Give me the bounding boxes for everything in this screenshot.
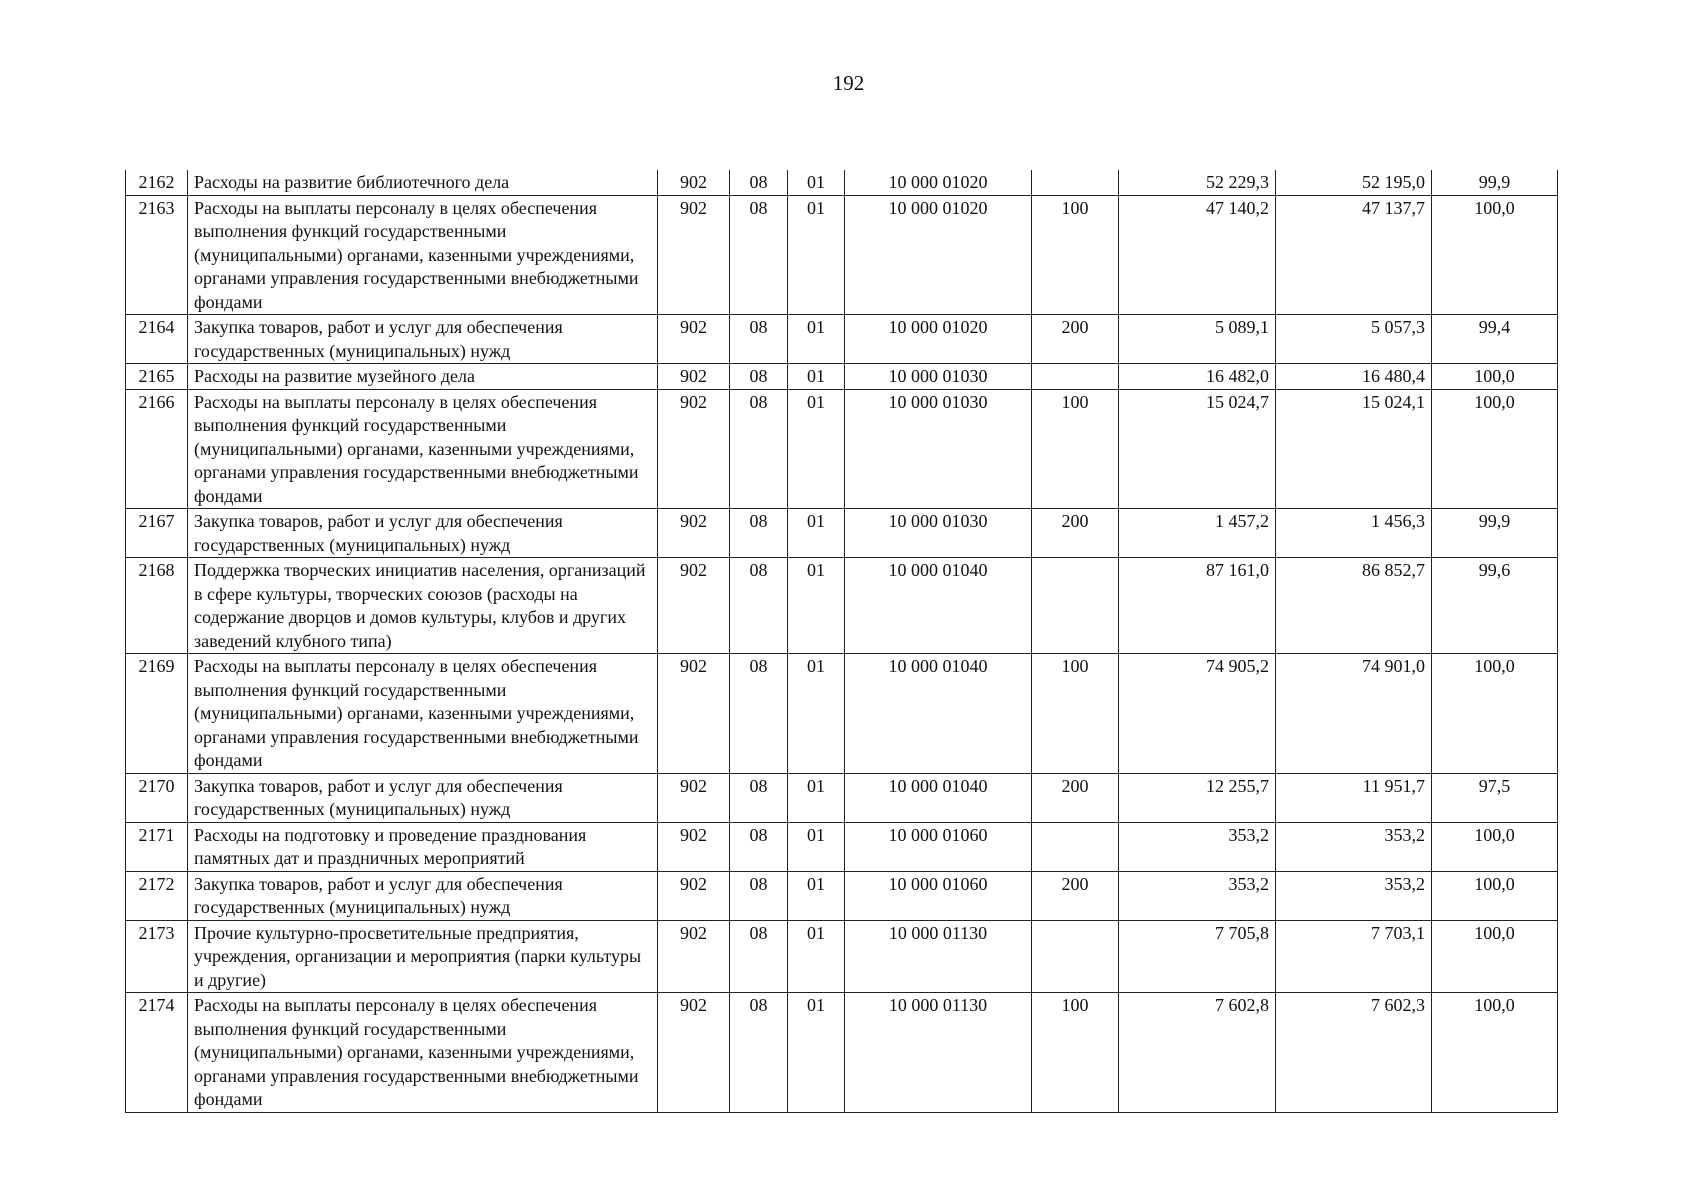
target-article-code: 10 000 01030 bbox=[845, 509, 1032, 558]
section-code: 08 bbox=[730, 315, 788, 364]
row-number: 2168 bbox=[126, 558, 188, 654]
planned-amount: 353,2 bbox=[1119, 822, 1276, 871]
grbs-code: 902 bbox=[658, 364, 730, 390]
target-article-code: 10 000 01040 bbox=[845, 558, 1032, 654]
expense-name: Расходы на выплаты персоналу в целях обеспечения выполнения функций государственными (муниципальными) органами, казенными учреждениями, органами управления государственными внебюджетными фондами bbox=[188, 993, 658, 1113]
expense-name: Закупка товаров, работ и услуг для обеспечения государственных (муниципальных) нужд bbox=[188, 871, 658, 920]
expense-name: Поддержка творческих инициатив населения, организаций в сфере культуры, творческих союзов (расходы на содержание дворцов и домов культуры, клубов и других заведений клубного типа) bbox=[188, 558, 658, 654]
section-code: 08 bbox=[730, 195, 788, 315]
actual-amount: 47 137,7 bbox=[1276, 195, 1432, 315]
row-number: 2162 bbox=[126, 170, 188, 195]
budget-table bbox=[125, 170, 1558, 1113]
expense-type-code: 100 bbox=[1032, 389, 1119, 509]
target-article-code: 10 000 01040 bbox=[845, 654, 1032, 774]
table-row bbox=[126, 195, 1558, 315]
execution-percent: 100,0 bbox=[1432, 822, 1558, 871]
expense-name: Закупка товаров, работ и услуг для обеспечения государственных (муниципальных) нужд bbox=[188, 773, 658, 822]
target-article-code: 10 000 01020 bbox=[845, 195, 1032, 315]
row-number: 2164 bbox=[126, 315, 188, 364]
execution-percent: 97,5 bbox=[1432, 773, 1558, 822]
planned-amount: 12 255,7 bbox=[1119, 773, 1276, 822]
expense-type-code: 100 bbox=[1032, 654, 1119, 774]
table-row bbox=[126, 773, 1558, 822]
expense-type-code: 100 bbox=[1032, 993, 1119, 1113]
grbs-code: 902 bbox=[658, 170, 730, 195]
section-code: 08 bbox=[730, 389, 788, 509]
table-row bbox=[126, 993, 1558, 1113]
actual-amount: 74 901,0 bbox=[1276, 654, 1432, 774]
actual-amount: 86 852,7 bbox=[1276, 558, 1432, 654]
subsection-code: 01 bbox=[788, 822, 845, 871]
execution-percent: 100,0 bbox=[1432, 871, 1558, 920]
expense-name: Расходы на выплаты персоналу в целях обеспечения выполнения функций государственными (муниципальными) органами, казенными учреждениями, органами управления государственными внебюджетными фондами bbox=[188, 389, 658, 509]
planned-amount: 52 229,3 bbox=[1119, 170, 1276, 195]
target-article-code: 10 000 01060 bbox=[845, 871, 1032, 920]
expense-type-code: 100 bbox=[1032, 195, 1119, 315]
subsection-code: 01 bbox=[788, 993, 845, 1113]
actual-amount: 15 024,1 bbox=[1276, 389, 1432, 509]
row-number: 2174 bbox=[126, 993, 188, 1113]
target-article-code: 10 000 01130 bbox=[845, 920, 1032, 993]
grbs-code: 902 bbox=[658, 315, 730, 364]
table-row bbox=[126, 871, 1558, 920]
target-article-code: 10 000 01020 bbox=[845, 315, 1032, 364]
grbs-code: 902 bbox=[658, 822, 730, 871]
execution-percent: 99,9 bbox=[1432, 509, 1558, 558]
table-row bbox=[126, 170, 1558, 195]
expense-name: Расходы на выплаты персоналу в целях обеспечения выполнения функций государственными (муниципальными) органами, казенными учреждениями, органами управления государственными внебюджетными фондами bbox=[188, 195, 658, 315]
actual-amount: 11 951,7 bbox=[1276, 773, 1432, 822]
target-article-code: 10 000 01030 bbox=[845, 389, 1032, 509]
page-number: 192 bbox=[832, 71, 865, 95]
table-row bbox=[126, 315, 1558, 364]
expense-name: Расходы на развитие музейного дела bbox=[188, 364, 658, 390]
actual-amount: 7 703,1 bbox=[1276, 920, 1432, 993]
subsection-code: 01 bbox=[788, 315, 845, 364]
planned-amount: 7 705,8 bbox=[1119, 920, 1276, 993]
row-number: 2167 bbox=[126, 509, 188, 558]
table-row bbox=[126, 364, 1558, 390]
section-code: 08 bbox=[730, 558, 788, 654]
grbs-code: 902 bbox=[658, 195, 730, 315]
planned-amount: 5 089,1 bbox=[1119, 315, 1276, 364]
grbs-code: 902 bbox=[658, 654, 730, 774]
row-number: 2166 bbox=[126, 389, 188, 509]
table-row bbox=[126, 509, 1558, 558]
expense-type-code: 200 bbox=[1032, 773, 1119, 822]
actual-amount: 52 195,0 bbox=[1276, 170, 1432, 195]
subsection-code: 01 bbox=[788, 654, 845, 774]
subsection-code: 01 bbox=[788, 509, 845, 558]
expense-type-code bbox=[1032, 558, 1119, 654]
section-code: 08 bbox=[730, 654, 788, 774]
row-number: 2163 bbox=[126, 195, 188, 315]
expense-name: Прочие культурно-просветительные предприятия, учреждения, организации и мероприятия (парки культуры и другие) bbox=[188, 920, 658, 993]
table-row bbox=[126, 822, 1558, 871]
execution-percent: 99,4 bbox=[1432, 315, 1558, 364]
actual-amount: 1 456,3 bbox=[1276, 509, 1432, 558]
planned-amount: 87 161,0 bbox=[1119, 558, 1276, 654]
expense-type-code: 200 bbox=[1032, 509, 1119, 558]
table-row bbox=[126, 558, 1558, 654]
expense-type-code: 200 bbox=[1032, 315, 1119, 364]
execution-percent: 99,6 bbox=[1432, 558, 1558, 654]
actual-amount: 5 057,3 bbox=[1276, 315, 1432, 364]
grbs-code: 902 bbox=[658, 773, 730, 822]
section-code: 08 bbox=[730, 871, 788, 920]
subsection-code: 01 bbox=[788, 170, 845, 195]
row-number: 2172 bbox=[126, 871, 188, 920]
subsection-code: 01 bbox=[788, 773, 845, 822]
table-row bbox=[126, 920, 1558, 993]
expense-type-code bbox=[1032, 822, 1119, 871]
subsection-code: 01 bbox=[788, 389, 845, 509]
actual-amount: 353,2 bbox=[1276, 871, 1432, 920]
section-code: 08 bbox=[730, 920, 788, 993]
grbs-code: 902 bbox=[658, 389, 730, 509]
execution-percent: 100,0 bbox=[1432, 920, 1558, 993]
execution-percent: 100,0 bbox=[1432, 195, 1558, 315]
section-code: 08 bbox=[730, 822, 788, 871]
target-article-code: 10 000 01130 bbox=[845, 993, 1032, 1113]
execution-percent: 100,0 bbox=[1432, 389, 1558, 509]
row-number: 2165 bbox=[126, 364, 188, 390]
expense-name: Расходы на развитие библиотечного дела bbox=[188, 170, 658, 195]
planned-amount: 47 140,2 bbox=[1119, 195, 1276, 315]
planned-amount: 353,2 bbox=[1119, 871, 1276, 920]
expense-type-code bbox=[1032, 170, 1119, 195]
grbs-code: 902 bbox=[658, 871, 730, 920]
execution-percent: 99,9 bbox=[1432, 170, 1558, 195]
table-row bbox=[126, 389, 1558, 509]
table-body bbox=[126, 170, 1558, 1112]
expense-name: Закупка товаров, работ и услуг для обеспечения государственных (муниципальных) нужд bbox=[188, 315, 658, 364]
expense-name: Закупка товаров, работ и услуг для обеспечения государственных (муниципальных) нужд bbox=[188, 509, 658, 558]
execution-percent: 100,0 bbox=[1432, 654, 1558, 774]
target-article-code: 10 000 01020 bbox=[845, 170, 1032, 195]
expense-type-code bbox=[1032, 364, 1119, 390]
grbs-code: 902 bbox=[658, 558, 730, 654]
expense-type-code bbox=[1032, 920, 1119, 993]
actual-amount: 16 480,4 bbox=[1276, 364, 1432, 390]
section-code: 08 bbox=[730, 170, 788, 195]
subsection-code: 01 bbox=[788, 920, 845, 993]
row-number: 2171 bbox=[126, 822, 188, 871]
grbs-code: 902 bbox=[658, 993, 730, 1113]
actual-amount: 7 602,3 bbox=[1276, 993, 1432, 1113]
target-article-code: 10 000 01060 bbox=[845, 822, 1032, 871]
execution-percent: 100,0 bbox=[1432, 993, 1558, 1113]
section-code: 08 bbox=[730, 364, 788, 390]
expense-name: Расходы на подготовку и проведение празднования памятных дат и праздничных мероприятий bbox=[188, 822, 658, 871]
section-code: 08 bbox=[730, 773, 788, 822]
subsection-code: 01 bbox=[788, 558, 845, 654]
grbs-code: 902 bbox=[658, 920, 730, 993]
expense-name: Расходы на выплаты персоналу в целях обеспечения выполнения функций государственными (муниципальными) органами, казенными учреждениями, органами управления государственными внебюджетными фондами bbox=[188, 654, 658, 774]
target-article-code: 10 000 01040 bbox=[845, 773, 1032, 822]
subsection-code: 01 bbox=[788, 871, 845, 920]
planned-amount: 16 482,0 bbox=[1119, 364, 1276, 390]
actual-amount: 353,2 bbox=[1276, 822, 1432, 871]
planned-amount: 1 457,2 bbox=[1119, 509, 1276, 558]
target-article-code: 10 000 01030 bbox=[845, 364, 1032, 390]
expense-type-code: 200 bbox=[1032, 871, 1119, 920]
row-number: 2173 bbox=[126, 920, 188, 993]
planned-amount: 15 024,7 bbox=[1119, 389, 1276, 509]
grbs-code: 902 bbox=[658, 509, 730, 558]
subsection-code: 01 bbox=[788, 195, 845, 315]
planned-amount: 74 905,2 bbox=[1119, 654, 1276, 774]
execution-percent: 100,0 bbox=[1432, 364, 1558, 390]
planned-amount: 7 602,8 bbox=[1119, 993, 1276, 1113]
table-row bbox=[126, 654, 1558, 774]
section-code: 08 bbox=[730, 993, 788, 1113]
row-number: 2170 bbox=[126, 773, 188, 822]
row-number: 2169 bbox=[126, 654, 188, 774]
section-code: 08 bbox=[730, 509, 788, 558]
subsection-code: 01 bbox=[788, 364, 845, 390]
